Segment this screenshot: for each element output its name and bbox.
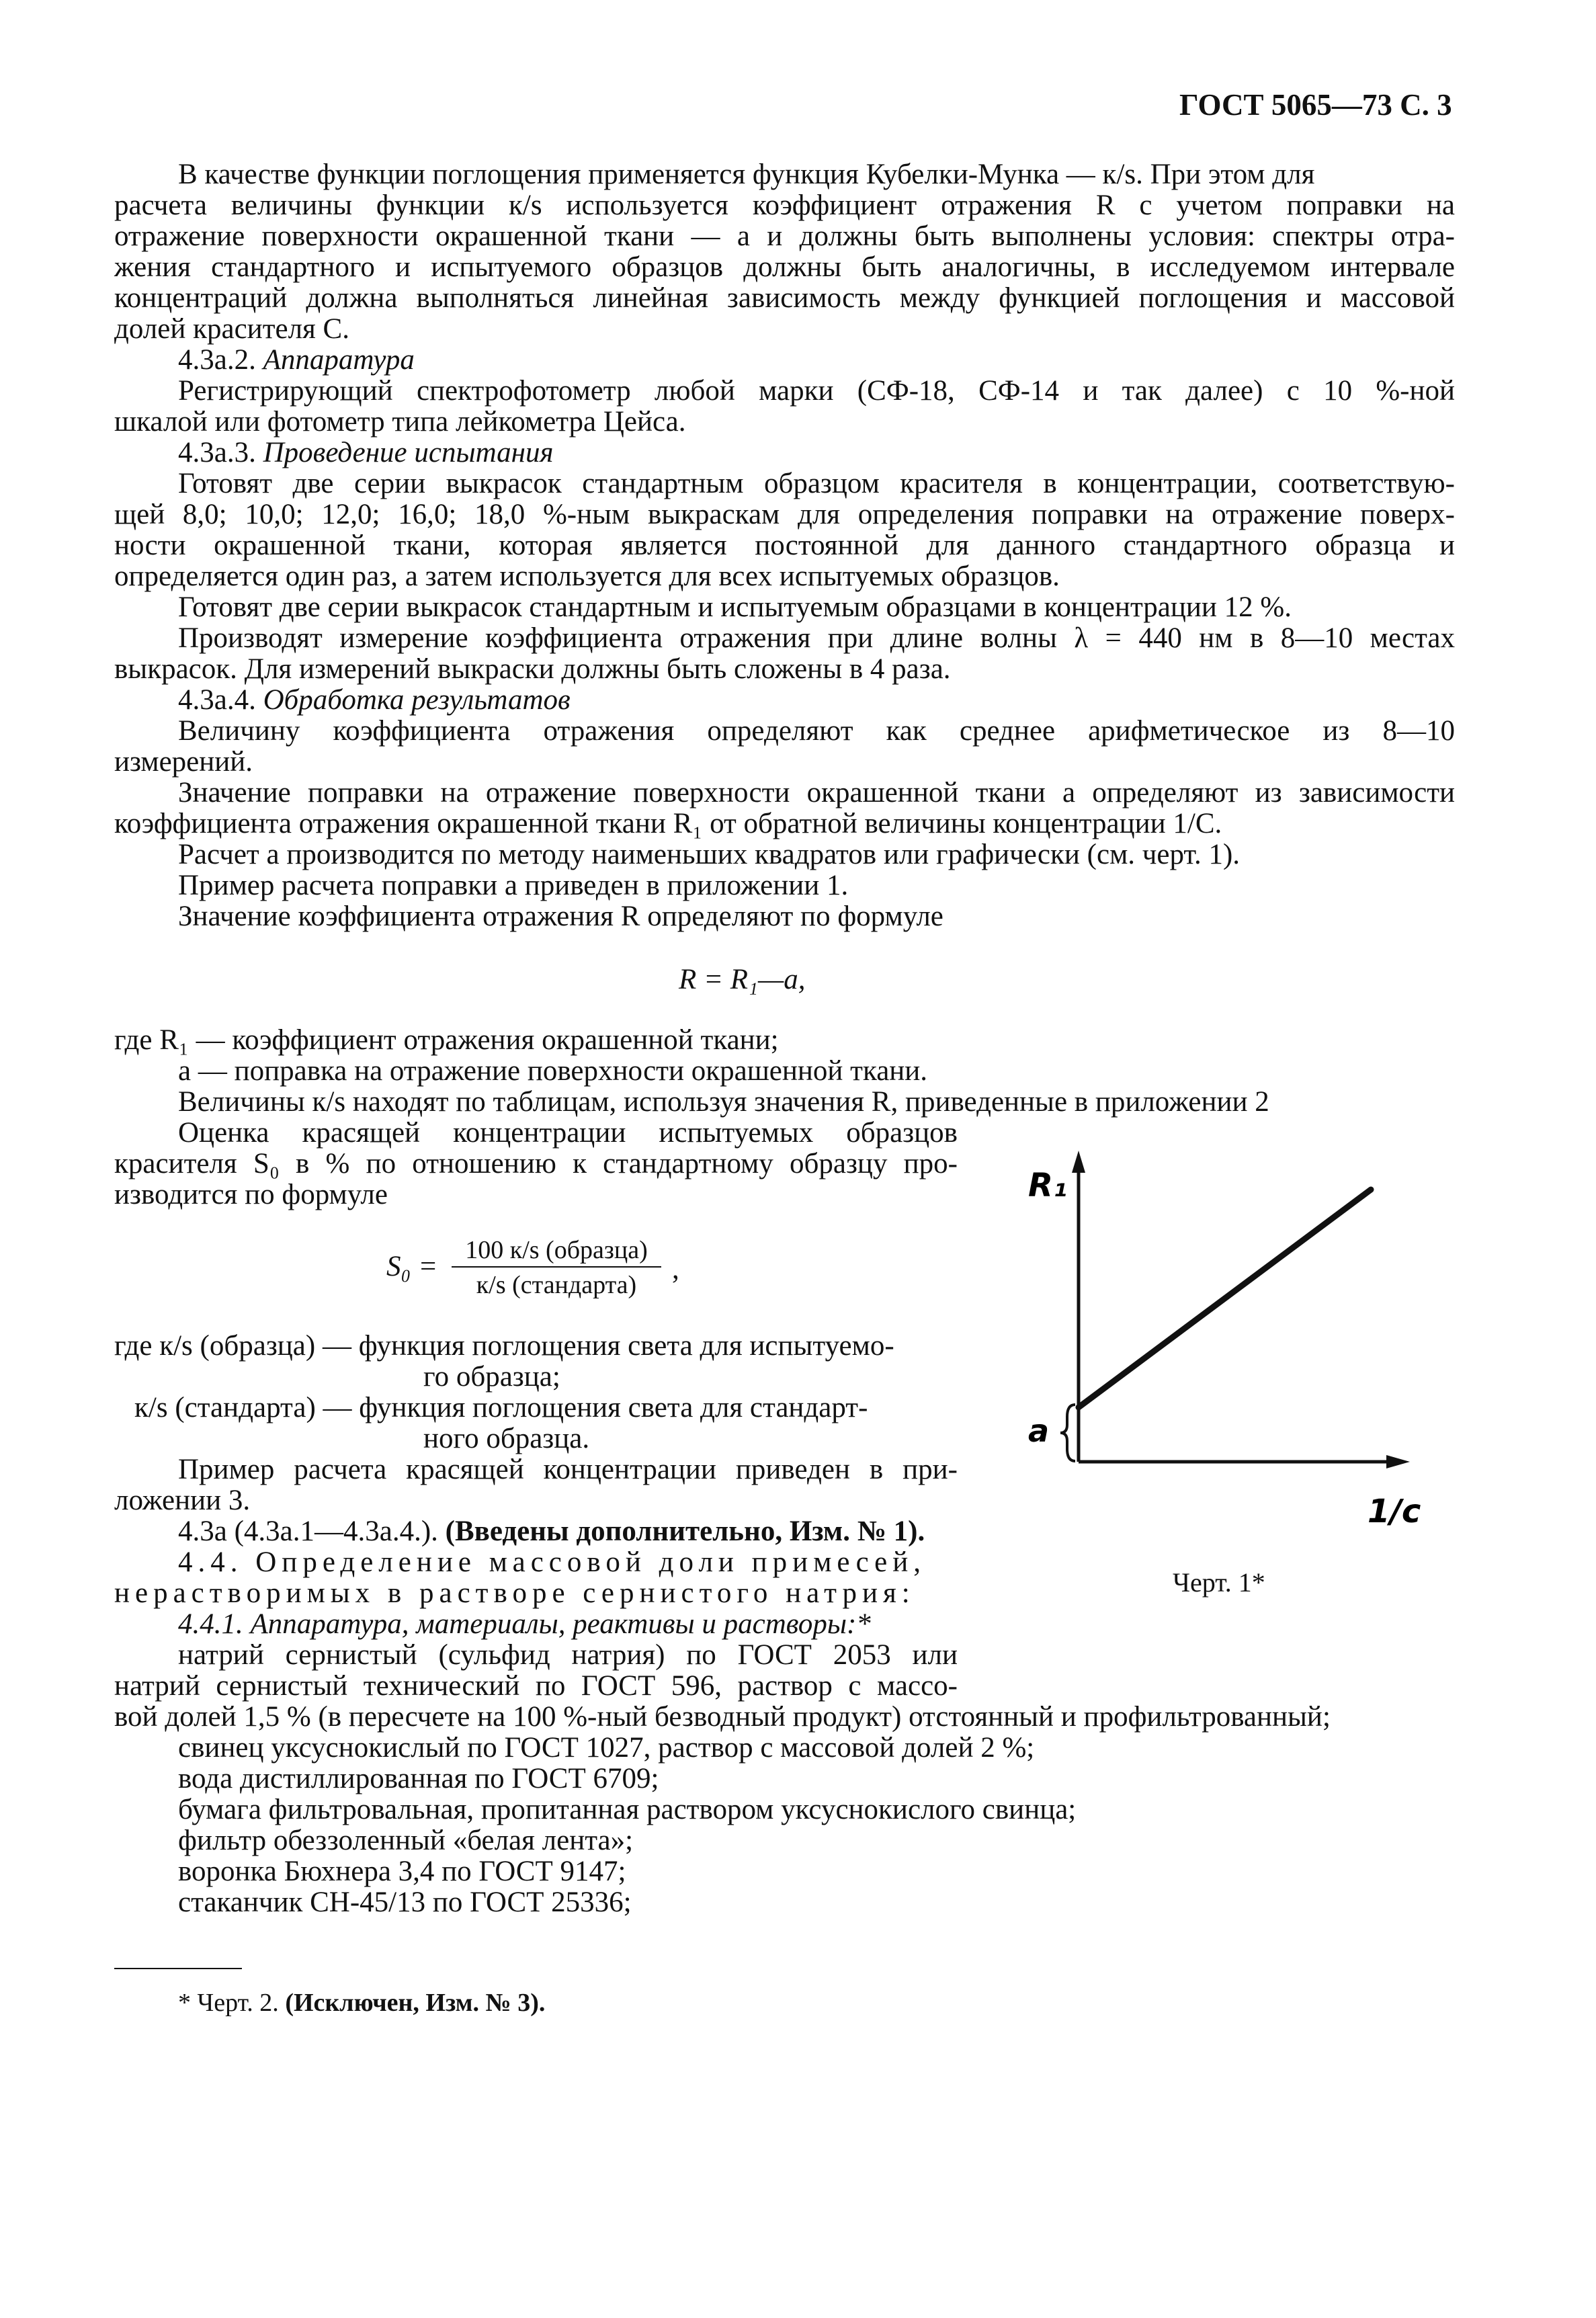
- fraction-bar: [452, 1266, 661, 1268]
- text-line: расчета величины функции к/s используется коэффициент отражения R с учетом поправки на: [114, 190, 1455, 221]
- page-header: ГОСТ 5065—73 С. 3: [1179, 88, 1452, 122]
- list-item: вой долей 1,5 % (в пересчете на 100 %-ный безводный продукт) отстоянный и профильтрованный;: [114, 1701, 1331, 1733]
- x-axis-arrow: [1386, 1455, 1410, 1468]
- text-line: жения стандартного и испытуемого образцов должны быть аналогичны, в исследуемом интервале: [114, 251, 1455, 283]
- text-line: выкрасок. Для измерений выкраски должны быть сложены в 4 раза.: [114, 653, 951, 685]
- figure-1: [1008, 1143, 1438, 1573]
- footnote-ref: * Черт. 2.: [178, 1989, 279, 2017]
- section-title: Обработка результатов: [263, 684, 571, 716]
- footnote-rule: [114, 1968, 242, 1969]
- amendment-note: [178, 1516, 925, 1547]
- where-line: к/s (стандарта) — функция поглощения света для стандарт-: [134, 1392, 868, 1423]
- section-heading-4-3a-2: [178, 345, 415, 376]
- text-line: Расчет a производится по методу наименьших квадратов или графически (см. черт. 1).: [178, 839, 1241, 870]
- amendment-ref: 4.3а (4.3а.1—4.3а.4.).: [178, 1516, 438, 1547]
- where-line: где к/s (образца) — функция поглощения света для испытуемо-: [114, 1330, 894, 1362]
- text-line: долей красителя С.: [114, 313, 349, 345]
- section-heading-4-4-1: 4.4.1. Аппаратура, материалы, реактивы и растворы:*: [178, 1608, 871, 1640]
- text-line: ложении 3.: [114, 1485, 251, 1516]
- where-line: a — поправка на отражение поверхности окрашенной ткани.: [178, 1055, 928, 1087]
- formula-tail: ,: [672, 1253, 679, 1285]
- list-item: воронка Бюхнера 3,4 по ГОСТ 9147;: [178, 1856, 626, 1887]
- intercept-label: a: [1028, 1413, 1050, 1449]
- amendment-status: (Введены дополнительно, Изм. № 1).: [445, 1516, 925, 1547]
- text-line: измерений.: [114, 746, 253, 778]
- y-axis-arrow: [1072, 1151, 1085, 1173]
- list-item: свинец уксуснокислый по ГОСТ 1027, раствор с массовой долей 2 %;: [178, 1732, 1035, 1764]
- where-line: го образца;: [423, 1361, 560, 1393]
- text-line: Производят измерение коэффициента отражения при длине волны λ = 440 нм в 8—10 местах: [178, 622, 1455, 654]
- section-number: 4.3а.4.: [178, 684, 256, 716]
- section-title: Проведение испытания: [263, 437, 554, 468]
- text-line: отражение поверхности окрашенной ткани — a и должны быть выполнены условия: спектры отра-: [114, 220, 1455, 252]
- text-line: Значение поправки на отражение поверхности окрашенной ткани a определяют из зависимости: [178, 777, 1455, 809]
- text-line: коэффициента отражения окрашенной ткани R₁ от обратной величины концентрации 1/С.: [114, 808, 1222, 839]
- formula-numerator: 100 к/s (образца): [465, 1236, 648, 1264]
- formula-lhs: S₀ =: [386, 1251, 438, 1282]
- section-number: 4.3а.3.: [178, 437, 256, 468]
- text-line: Величину коэффициента отражения определяют как среднее арифметическое из 8—10: [178, 715, 1455, 747]
- section-number: 4.3а.2.: [178, 344, 256, 376]
- text-line: определяется один раз, а затем используется для всех испытуемых образцов.: [114, 561, 1060, 592]
- formula-denominator: к/s (стандарта): [476, 1271, 637, 1299]
- text-line: В качестве функции поглощения применяется функция Кубелки-Мунка — к/s. При этом для: [178, 159, 1315, 190]
- text-line: Пример расчета красящей концентрации приведен в при-: [178, 1454, 958, 1485]
- section-heading-4-3a-4: [178, 685, 571, 716]
- formula-r: R = R₁—a,: [679, 964, 806, 995]
- text-line: Регистрирующий спектрофотометр любой марки (СФ-18, СФ-14 и так далее) с 10 %-ной: [178, 375, 1455, 407]
- text-line: шкалой или фотометр типа лейкометра Цейса.: [114, 406, 686, 438]
- text-line: щей 8,0; 10,0; 12,0; 16,0; 18,0 %-ным выкраскам для определения поправки на отражение поверх-: [114, 499, 1455, 530]
- text-line: Пример расчета поправки a приведен в приложении 1.: [178, 870, 849, 901]
- text-line: Готовят две серии выкрасок стандартным образцом красителя в концентрации, соответствую-: [178, 468, 1455, 499]
- chart-svg: [1008, 1143, 1438, 1573]
- section-heading-4-3a-3: [178, 438, 553, 468]
- text-line: Величины к/s находят по таблицам, используя значения R, приведенные в приложении 2: [178, 1086, 1269, 1118]
- list-item: фильтр обеззоленный «белая лента»;: [178, 1825, 634, 1856]
- y-axis-label: R₁: [1028, 1167, 1067, 1204]
- section-title: Аппаратура: [263, 344, 415, 376]
- text-line: ности окрашенной ткани, которая является постоянной для данного стандартного образца и: [114, 530, 1455, 561]
- where-line: ного образца.: [423, 1423, 590, 1454]
- section-heading-4-4-cont: нерастворимых в растворе сернистого натрия:: [114, 1577, 915, 1609]
- list-item: натрий сернистый (сульфид натрия) по ГОСТ 2053 или: [178, 1639, 958, 1671]
- intercept-brace: [1060, 1405, 1075, 1461]
- text-line: Готовят две серии выкрасок стандартным и испытуемым образцами в концентрации 12 %.: [178, 591, 1292, 623]
- text-line: изводится по формуле: [114, 1179, 388, 1210]
- list-item: стаканчик СН-45/13 по ГОСТ 25336;: [178, 1887, 632, 1918]
- footnote: [178, 1988, 545, 2018]
- list-item: бумага фильтровальная, пропитанная раствором уксуснокислого свинца;: [178, 1794, 1077, 1825]
- list-item: натрий сернистый технический по ГОСТ 596, раствор с массо-: [114, 1670, 958, 1702]
- x-axis-label: 1/c: [1368, 1493, 1421, 1530]
- where-line: где R₁ — коэффициент отражения окрашенной ткани;: [114, 1024, 779, 1056]
- text-line: красителя S₀ в % по отношению к стандартному образцу про-: [114, 1148, 958, 1179]
- text-line: Значение коэффициента отражения R определяют по формуле: [178, 901, 943, 932]
- text-line: концентраций должна выполняться линейная зависимость между функцией поглощения и массовой: [114, 282, 1455, 314]
- text-line: Оценка красящей концентрации испытуемых образцов: [178, 1117, 958, 1149]
- section-heading-4-4: 4.4. Определение массовой доли примесей,: [178, 1546, 927, 1578]
- series-line: [1079, 1190, 1371, 1407]
- figure-caption: Черт. 1*: [1173, 1567, 1265, 1598]
- footnote-status: (Исключен, Изм. № 3).: [285, 1989, 546, 2017]
- list-item: вода дистиллированная по ГОСТ 6709;: [178, 1763, 659, 1794]
